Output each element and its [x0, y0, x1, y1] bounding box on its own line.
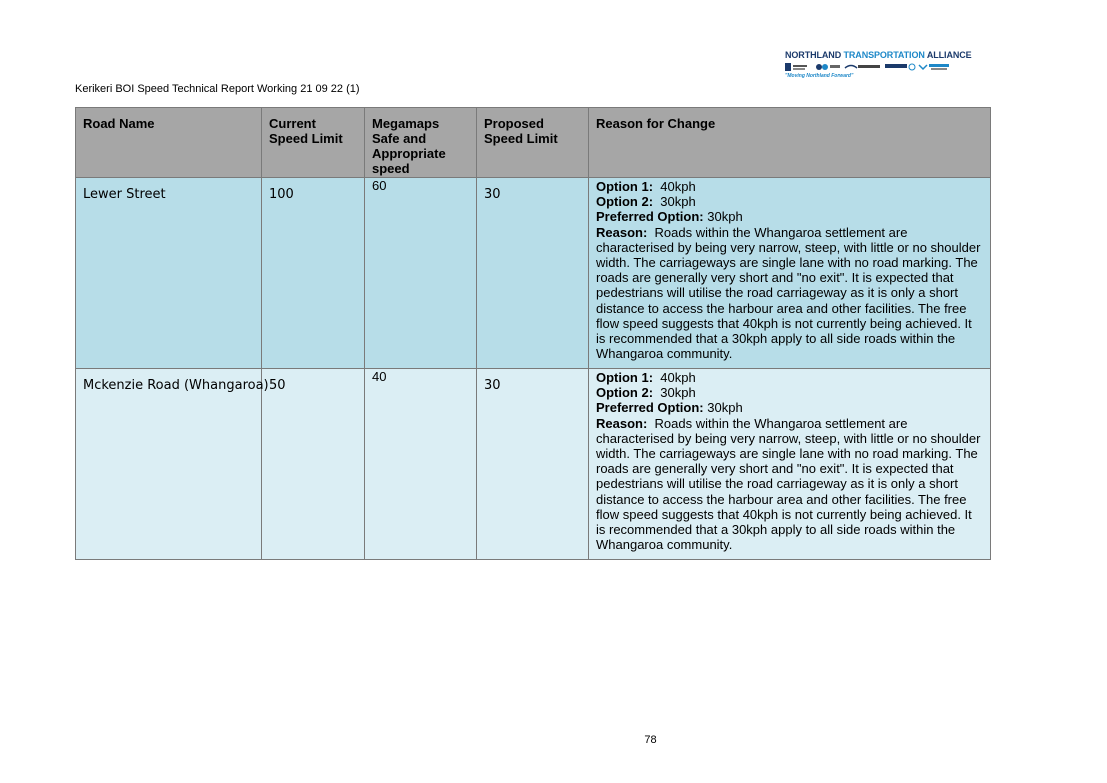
preferred-line: [596, 400, 983, 415]
reason-cell: [589, 369, 991, 560]
option1-label: Option 1:: [596, 370, 654, 385]
northland-transportation-alliance-logo: [785, 50, 972, 82]
logo-name-part3: ALLIANCE: [926, 50, 972, 60]
preferred-value: 30kph: [707, 209, 743, 225]
table-header-row: [76, 108, 991, 178]
option2-line: [596, 385, 983, 400]
preferred-line: [596, 209, 983, 224]
column-header-megamaps-speed: Megamaps Safe and Appropriate speed: [365, 108, 477, 178]
reason-label: Reason:: [596, 415, 648, 431]
option2-value: 30kph: [660, 385, 696, 401]
road-name-cell: Mckenzie Road (Whangaroa): [76, 369, 262, 560]
option2-line: [596, 194, 983, 209]
column-header-road-name: Road Name: [76, 108, 262, 178]
reason-text: Roads within the Whangaroa settlement are characterised by being very narrow, steep, with little or no shoulder width. The carriageways are single lane with no road marking. The roads are generally very short and "no exit". It is expected that pedestrians will utilise the road carriageway as it is only a short distance to access the harbour area and other facilities. The free flow speed suggests that 40kph is not currently being achieved. It is recommended that a 30kph apply to all side roads within the Whangaroa community.: [596, 224, 981, 362]
reason-line: [596, 225, 983, 362]
proposed-speed-cell: 30: [477, 369, 589, 560]
current-speed-cell: 100: [262, 178, 365, 369]
reason-cell: [589, 178, 991, 369]
current-speed-cell: 50: [262, 369, 365, 560]
reason-label: Reason:: [596, 224, 648, 240]
page-number: 78: [644, 734, 657, 746]
logo-slogan: "Moving Northland Forward": [785, 73, 854, 79]
megamaps-speed-cell: 60: [365, 178, 477, 369]
option1-line: [596, 370, 983, 385]
proposed-speed-cell: 30: [477, 178, 589, 369]
preferred-label: Preferred Option:: [596, 400, 704, 416]
column-header-reason: Reason for Change: [589, 108, 991, 178]
option2-label: Option 2:: [596, 385, 654, 401]
table-row: [76, 369, 991, 560]
logo-name-part2: TRANSPORTATION: [843, 50, 925, 60]
option1-value: 40kph: [660, 370, 696, 385]
option1-value: 40kph: [660, 179, 696, 194]
speed-limit-table: [75, 107, 991, 560]
road-name-cell: Lewer Street: [76, 178, 262, 369]
reason-line: [596, 416, 983, 553]
table-row: [76, 178, 991, 369]
column-header-current-speed: Current Speed Limit: [262, 108, 365, 178]
option1-label: Option 1:: [596, 179, 654, 194]
reason-text: Roads within the Whangaroa settlement are characterised by being very narrow, steep, with little or no shoulder width. The carriageways are single lane with no road marking. The roads are generally very short and "no exit". It is expected that pedestrians will utilise the road carriageway as it is only a short distance to access the harbour area and other facilities. The free flow speed suggests that 40kph is not currently being achieved. It is recommended that a 30kph apply to all side roads within the Whangaroa community.: [596, 415, 981, 553]
option2-label: Option 2:: [596, 194, 654, 210]
document-title: Kerikeri BOI Speed Technical Report Working 21 09 22 (1): [75, 83, 360, 95]
option2-value: 30kph: [660, 194, 696, 210]
preferred-value: 30kph: [707, 400, 743, 416]
logo-name-part1: NORTHLAND: [785, 50, 842, 60]
megamaps-speed-cell: 40: [365, 369, 477, 560]
option1-line: [596, 179, 983, 194]
logo-title: [785, 50, 972, 61]
preferred-label: Preferred Option:: [596, 209, 704, 225]
column-header-proposed-speed: Proposed Speed Limit: [477, 108, 589, 178]
partner-logos-icon: [785, 62, 951, 72]
